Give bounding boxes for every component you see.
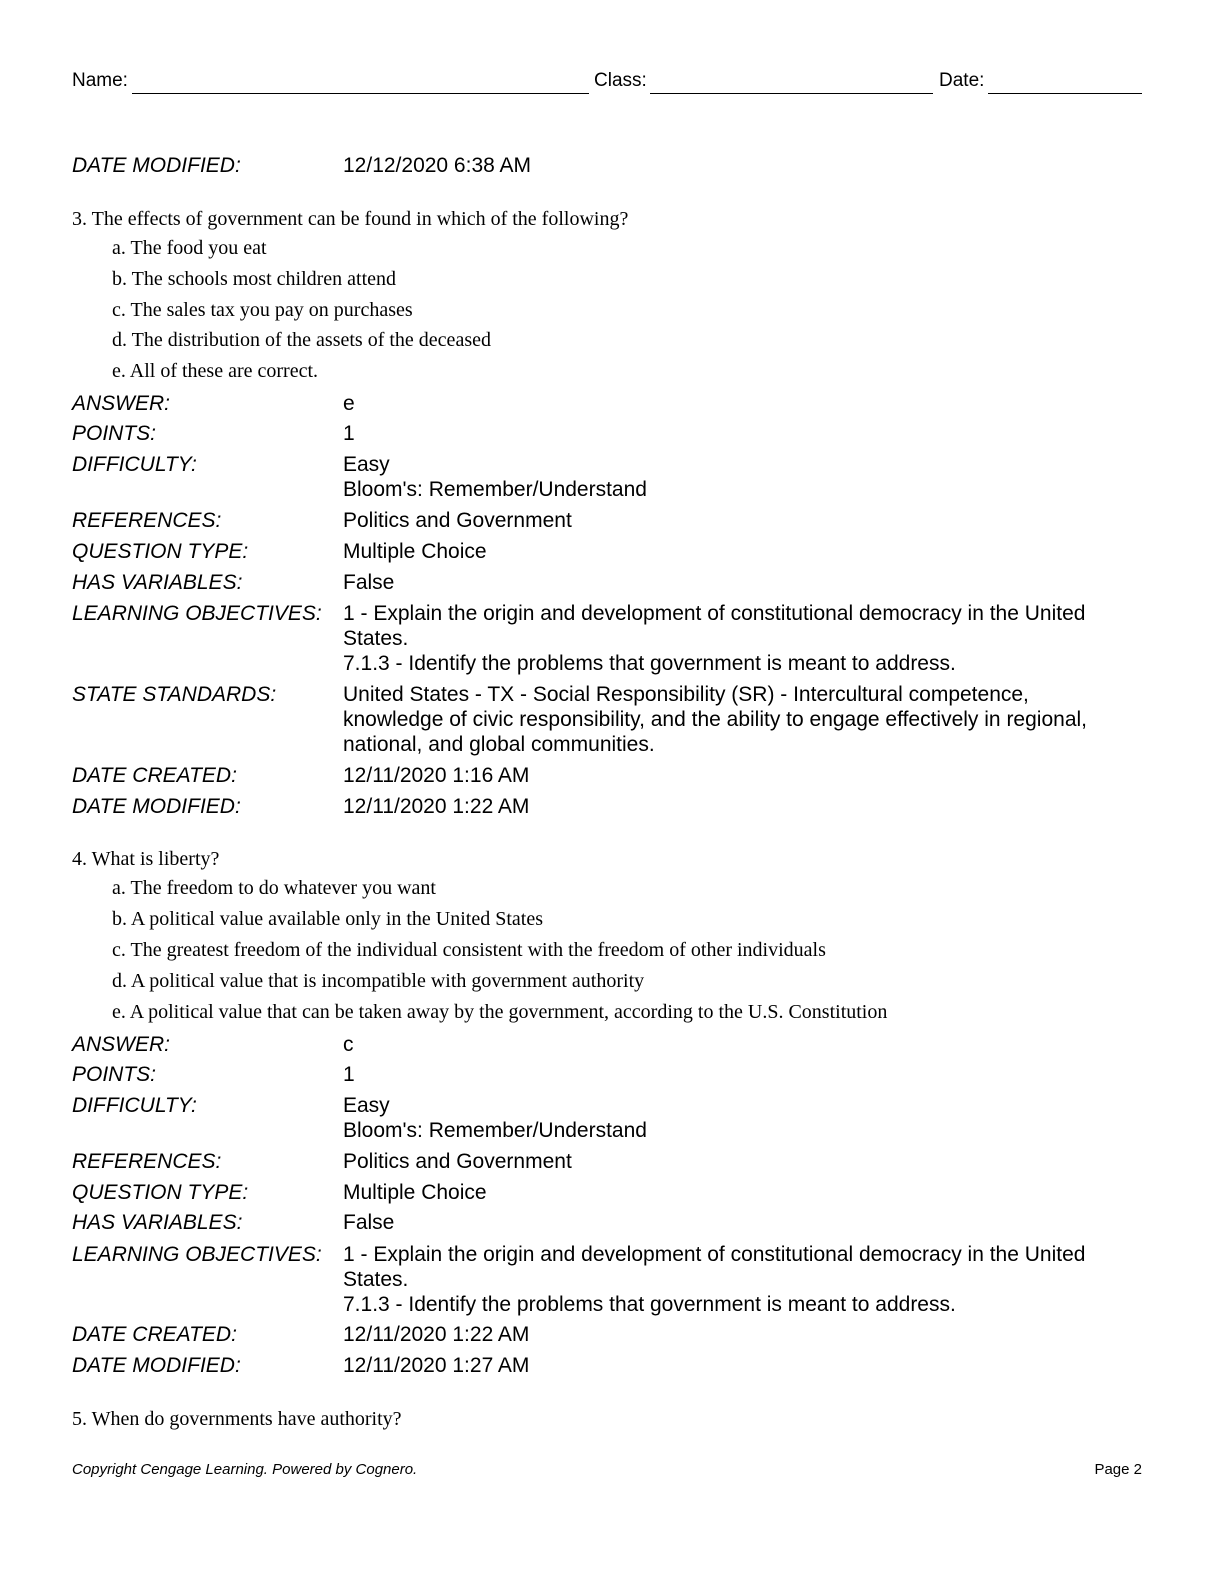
difficulty-level: Easy [343, 453, 390, 476]
meta-value [343, 452, 1133, 502]
meta-key: POINTS: [72, 1063, 157, 1086]
date-line[interactable] [988, 93, 1142, 94]
question-3-choice-c: c. The sales tax you pay on purchases [112, 299, 413, 321]
question-3-choice-a: a. The food you eat [112, 237, 267, 259]
meta-key: QUESTION TYPE: [72, 540, 249, 563]
question-3-choice-b: b. The schools most children attend [112, 268, 397, 290]
meta-key: POINTS: [72, 422, 157, 445]
learning-objective-1: 1 - Explain the origin and development of constitutional democracy in the United States. [343, 602, 1086, 650]
meta-key: DATE MODIFIED: [72, 795, 241, 818]
meta-value: Politics and Government [343, 1150, 572, 1173]
meta-value: 12/12/2020 6:38 AM [343, 154, 531, 177]
blooms-level: Bloom's: Remember/Understand [343, 478, 647, 501]
meta-value: Multiple Choice [343, 540, 487, 563]
meta-value: United States - TX - Social Responsibility (SR) - Intercultural competence, knowledge of civic responsibility, and the ability to engage effectively in regional, national, and global communities. [343, 683, 1087, 756]
meta-key: STATE STANDARDS: [72, 683, 277, 706]
difficulty-level: Easy [343, 1094, 390, 1117]
question-4-choice-d: d. A political value that is incompatible with government authority [112, 970, 645, 992]
question-4-choice-a: a. The freedom to do whatever you want [112, 877, 436, 899]
question-3-choice-d: d. The distribution of the assets of the deceased [112, 329, 491, 351]
meta-key: LEARNING OBJECTIVES: [72, 602, 322, 625]
question-3-choice-e: e. All of these are correct. [112, 360, 319, 382]
meta-value: False [343, 571, 395, 594]
question-4-choice-e: e. A political value that can be taken away by the government, according to the U.S. Constitution [112, 1001, 888, 1023]
meta-key: DIFFICULTY: [72, 1094, 197, 1117]
meta-key: DATE CREATED: [72, 764, 237, 787]
meta-key: DATE CREATED: [72, 1323, 237, 1346]
meta-value: 1 [343, 1063, 355, 1086]
meta-key: REFERENCES: [72, 509, 222, 532]
learning-objective-1: 1 - Explain the origin and development of constitutional democracy in the United States. [343, 1243, 1086, 1291]
meta-key: DIFFICULTY: [72, 453, 197, 476]
blooms-level: Bloom's: Remember/Understand [343, 1119, 647, 1142]
meta-value: 12/11/2020 1:22 AM [343, 795, 530, 818]
meta-value: c [343, 1033, 354, 1056]
meta-value: 1 [343, 422, 355, 445]
meta-key: HAS VARIABLES: [72, 1211, 243, 1234]
meta-value: False [343, 1211, 395, 1234]
meta-value: 12/11/2020 1:27 AM [343, 1354, 530, 1377]
name-label: Name: [72, 70, 128, 91]
meta-key: LEARNING OBJECTIVES: [72, 1243, 322, 1266]
meta-value: 12/11/2020 1:16 AM [343, 764, 530, 787]
meta-key: ANSWER: [72, 1033, 171, 1056]
meta-key: REFERENCES: [72, 1150, 222, 1173]
meta-key: DATE MODIFIED: [72, 1354, 241, 1377]
meta-value: Politics and Government [343, 509, 572, 532]
question-3-stem: 3. The effects of government can be found in which of the following? [72, 208, 629, 230]
meta-key: ANSWER: [72, 392, 171, 415]
meta-value [343, 1242, 1133, 1317]
name-line[interactable] [132, 93, 589, 94]
page-number: Page 2 [1094, 1461, 1142, 1478]
meta-key: HAS VARIABLES: [72, 571, 243, 594]
question-5-stem: 5. When do governments have authority? [72, 1408, 402, 1430]
meta-value: 12/11/2020 1:22 AM [343, 1323, 530, 1346]
meta-key: DATE MODIFIED: [72, 154, 241, 177]
question-4-choice-b: b. A political value available only in the United States [112, 908, 544, 930]
class-line[interactable] [650, 93, 933, 94]
question-4-choice-c: c. The greatest freedom of the individual consistent with the freedom of other individuals [112, 939, 826, 961]
meta-key: QUESTION TYPE: [72, 1181, 249, 1204]
date-label: Date: [939, 70, 985, 91]
question-4-stem: 4. What is liberty? [72, 848, 220, 870]
meta-value [343, 601, 1133, 676]
meta-value: Multiple Choice [343, 1181, 487, 1204]
class-label: Class: [594, 70, 647, 91]
learning-objective-2: 7.1.3 - Identify the problems that government is meant to address. [343, 652, 956, 675]
meta-value [343, 1093, 1133, 1143]
meta-value: e [343, 392, 355, 415]
worksheet-header [72, 70, 1142, 98]
learning-objective-2: 7.1.3 - Identify the problems that government is meant to address. [343, 1293, 956, 1316]
copyright-notice: Copyright Cengage Learning. Powered by Cognero. [72, 1461, 418, 1478]
